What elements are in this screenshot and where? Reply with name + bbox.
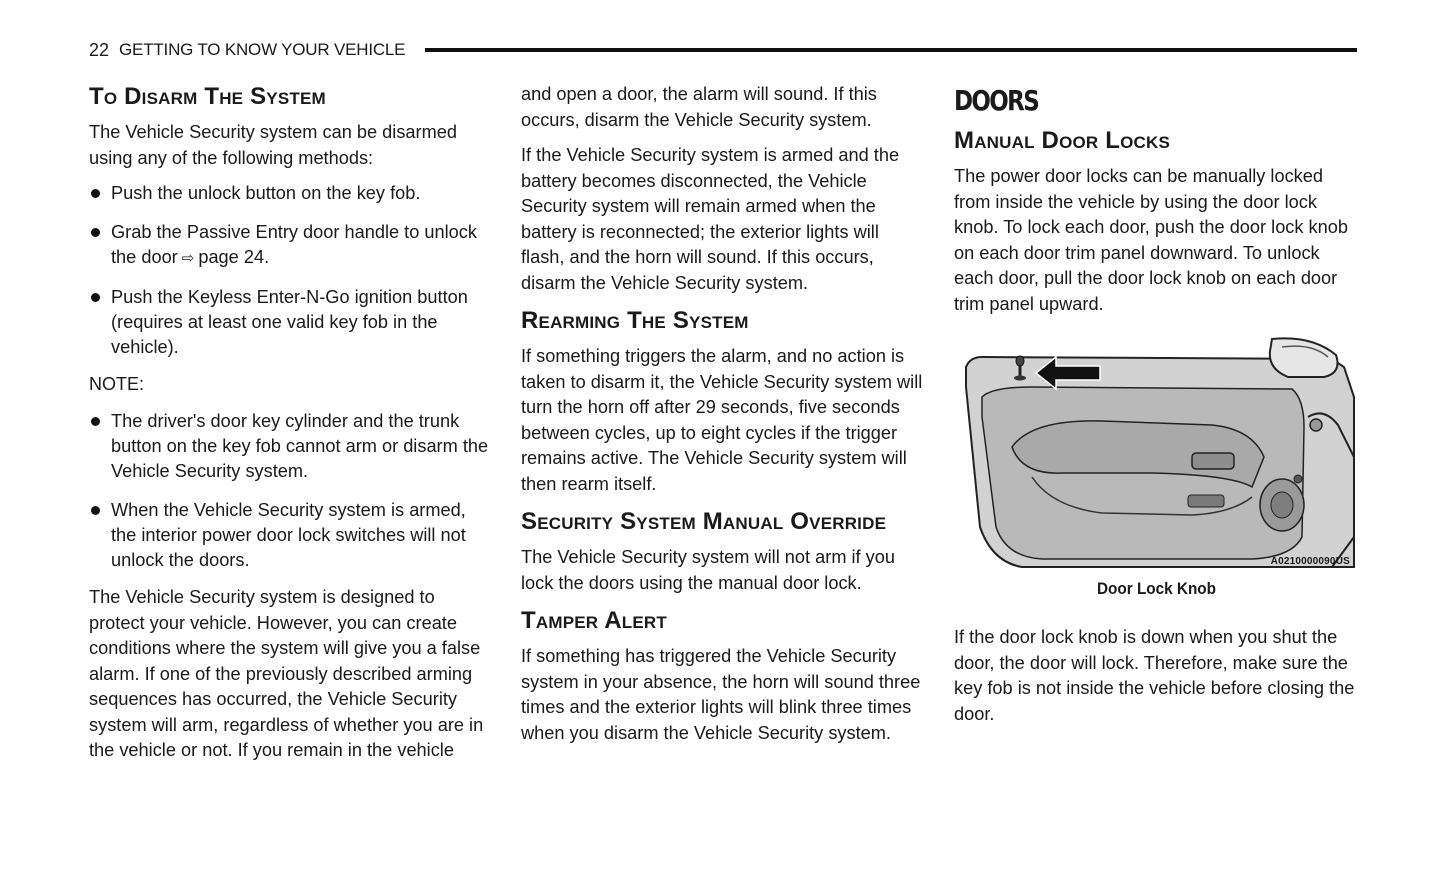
figure-code: A0210000090US [1270, 556, 1350, 567]
disarm-intro: The Vehicle Security system can be disarmed using any of the following methods: [89, 122, 457, 168]
rearm-text: If something triggers the alarm, and no action is taken to disarm it, the Vehicle Security system will turn the horn off after 29 seconds, five seconds between cycles, up to eight cycles if the trigger remains active. The Vehicle Security system will then rearm itself. [521, 346, 923, 494]
manual-locks-text: The power door locks can be manually locked from inside the vehicle by using the door lock knob. To lock each door, push the door lock knob on each door trim panel downward. To unlock each door, pull the door lock knob on each door trim panel upward. [954, 166, 1348, 314]
heading-rearm: Rearming The System [521, 307, 749, 334]
list-item: Grab the Passive Entry door handle to unlock the door ⇨ page 24. [89, 220, 494, 271]
disarm-closing: The Vehicle Security system is designed to protect your vehicle. However, you can create conditions where the system will give you a false alarm. If one of the previously described arming sequences has occurred, the Vehicle Security system will arm, regardless of whether you are in the vehicle or not. If you remain in the vehicle [89, 587, 484, 760]
override-text: The Vehicle Security system will not arm if you lock the doors using the manual door lock. [521, 547, 895, 593]
notes-list [89, 409, 494, 573]
list-item: Push the Keyless Enter-N-Go ignition button (requires at least one valid key fob in the vehicle). [89, 285, 494, 360]
column-3 [954, 82, 1359, 737]
heading-manual-locks: Manual Door Locks [954, 127, 1171, 154]
tamper-text: If something has triggered the Vehicle Security system in your absence, the horn will sound three times and the exterior lights will blink three times when you disarm the Vehicle Security system. [521, 646, 921, 743]
door-panel-illustration [952, 337, 1356, 569]
after-figure-text: If the door lock knob is down when you shut the door, the door will lock. Therefore, make sure the key fob is not inside the vehicle before closing the door. [954, 627, 1355, 724]
list-item: The driver's door key cylinder and the trunk button on the key fob cannot arm or disarm the Vehicle Security system. [89, 409, 494, 484]
page-number: 22 [89, 39, 110, 60]
note-label: NOTE: [89, 374, 145, 394]
cross-reference-arrow-icon: ⇨ [181, 250, 195, 267]
list-item: Push the unlock button on the key fob. [89, 181, 494, 206]
column-1 [89, 82, 494, 774]
continuation-text: and open a door, the alarm will sound. If this occurs, disarm the Vehicle Security system. [521, 84, 877, 130]
column-2 [521, 82, 926, 756]
page-link[interactable]: page 24. [198, 247, 270, 267]
battery-text: If the Vehicle Security system is armed and the battery becomes disconnected, the Vehicle Security system will remain armed when the battery is reconnected; the exterior lights will flash, and the horn will sound. If this occurs, disarm the Vehicle Security system. [521, 145, 900, 293]
header-rule [425, 48, 1357, 52]
list-item: When the Vehicle Security system is armed, the interior power door lock switches will not unlock the doors. [89, 498, 494, 573]
heading-tamper: Tamper Alert [521, 607, 667, 634]
disarm-methods-list [89, 181, 494, 360]
door-lock-knob-figure [952, 337, 1356, 569]
page-header [89, 38, 1357, 62]
running-head: GETTING TO KNOW YOUR VEHICLE [119, 40, 406, 59]
heading-override: Security System Manual Override [521, 508, 887, 535]
chapter-heading-doors: DOORS [954, 84, 1039, 117]
heading-disarm: To Disarm The System [89, 83, 326, 110]
figure-caption: Door Lock Knob [1097, 579, 1216, 598]
